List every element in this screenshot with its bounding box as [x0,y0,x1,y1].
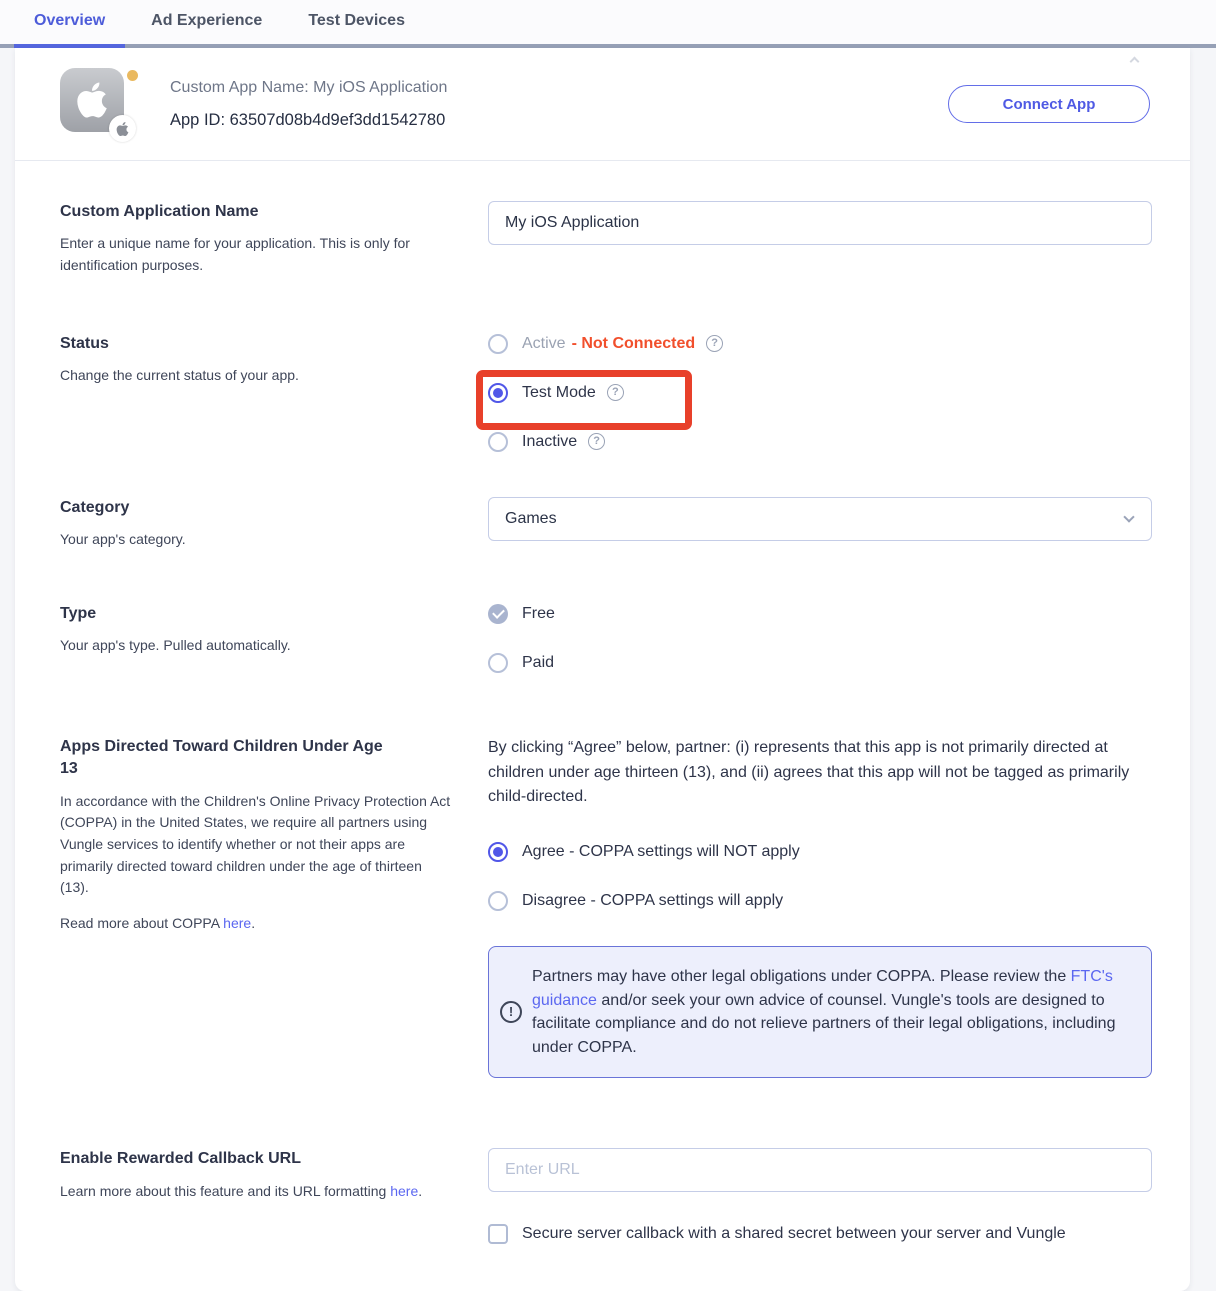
not-connected-text: - Not Connected [571,334,696,352]
app-status-dot [127,70,138,81]
type-title: Type [60,604,97,622]
type-description: Your app's type. Pulled automatically. [60,637,291,654]
disagree-radio[interactable] [488,891,508,911]
status-option-test-mode[interactable] [488,382,1152,404]
callback-title: Enable Rewarded Callback URL [60,1150,301,1168]
callback-description: Learn more about this feature and its URL formatting here. [60,1182,423,1199]
inactive-label: Inactive [522,432,578,450]
ios-platform-badge-icon [109,115,136,142]
callback-row [60,1148,1152,1247]
test-mode-radio[interactable] [488,383,508,403]
category-select[interactable] [488,497,1152,541]
category-description: Your app's category. [60,531,186,548]
type-options [488,603,1152,674]
app-icon [60,68,132,140]
category-row [60,497,1152,551]
inactive-help-icon[interactable]: ? [588,433,605,450]
status-description: Change the current status of your app. [60,367,299,384]
coppa-here-link[interactable]: here [223,915,252,932]
test-mode-help-icon[interactable]: ? [607,384,624,401]
secure-callback-option[interactable] [488,1222,1152,1247]
coppa-title: Apps Directed Toward Children Under Age 13 [60,737,383,778]
active-radio[interactable] [488,334,508,354]
secure-callback-checkbox[interactable] [488,1224,508,1244]
callback-here-link[interactable]: here [390,1182,419,1199]
inactive-radio[interactable] [488,432,508,452]
active-label: Active - Not Connected [522,334,696,352]
type-row [60,603,1152,674]
custom-name-input[interactable] [488,201,1152,245]
agree-label: Agree - COPPA settings will NOT apply [522,843,800,861]
type-option-free [488,603,1152,625]
custom-name-title: Custom Application Name [60,203,259,220]
app-meta [170,79,447,130]
custom-name-description: Enter a unique name for your application. This is only for identification purposes. [60,235,410,274]
tab-ad-experience[interactable]: Ad Experience [151,12,263,29]
settings-form [15,161,1190,1291]
type-option-paid [488,652,1152,674]
coppa-option-agree[interactable] [488,841,1152,863]
paid-radio [488,653,508,673]
coppa-notice-text: Partners may have other legal obligations under COPPA. Please review the FTC's guidance and/or seek your own advice of counsel. Vungle's tools are designed to facilitate compliance and do not relieve partners of their legal obligations, including under COPPA. [532,968,1116,1056]
app-header [15,48,1190,160]
paid-label: Paid [522,653,555,671]
tab-overview[interactable]: Overview [24,0,115,44]
status-option-inactive[interactable] [488,431,1152,453]
disagree-label: Disagree - COPPA settings will apply [522,892,784,910]
tab-bar [0,0,1216,48]
custom-app-name-line: Custom App Name: My iOS Application [170,78,448,96]
status-row [60,333,1152,453]
apple-logo-icon [75,80,109,120]
agree-radio[interactable] [488,842,508,862]
test-mode-label: Test Mode [522,383,596,401]
status-title: Status [60,334,109,352]
coppa-read-more: Read more about COPPA here. [60,915,256,932]
secure-callback-label: Secure server callback with a shared secret between your server and Vungle [522,1225,1066,1243]
app-settings-card [15,48,1190,1291]
coppa-row [60,736,1152,1078]
coppa-options [488,841,1152,912]
status-options [488,333,1152,453]
coppa-option-disagree[interactable] [488,890,1152,912]
category-selected-value: Games [505,509,557,527]
coppa-agreement-text: By clicking “Agree” below, partner: (i) represents that this app is not primarily directed at children under age thirteen (13), and (ii) agrees that this app will not be tagged as primarily child-directed. [488,738,1130,806]
chevron-down-icon [1123,511,1134,522]
status-option-active[interactable] [488,333,1152,355]
ftc-guidance-link[interactable]: FTC's guidance [532,968,1113,1009]
active-help-icon[interactable]: ? [706,335,723,352]
connect-app-button[interactable]: Connect App [948,85,1150,123]
free-checked-icon [488,604,508,624]
info-exclamation-icon: ! [500,1001,522,1023]
app-id-line: App ID: 63507d08b4d9ef3dd1542780 [170,110,446,129]
coppa-description: In accordance with the Children's Online Privacy Protection Act (COPPA) in the United States, we require all partners using Vungle services to identify whether or not their apps are primarily directed toward children under the age of thirteen (13). [60,792,451,896]
custom-name-row [60,201,1152,277]
coppa-notice-box [488,946,1152,1078]
callback-url-input[interactable] [488,1148,1152,1192]
category-title: Category [60,498,130,516]
free-label: Free [522,604,555,622]
tab-test-devices[interactable]: Test Devices [308,12,405,29]
